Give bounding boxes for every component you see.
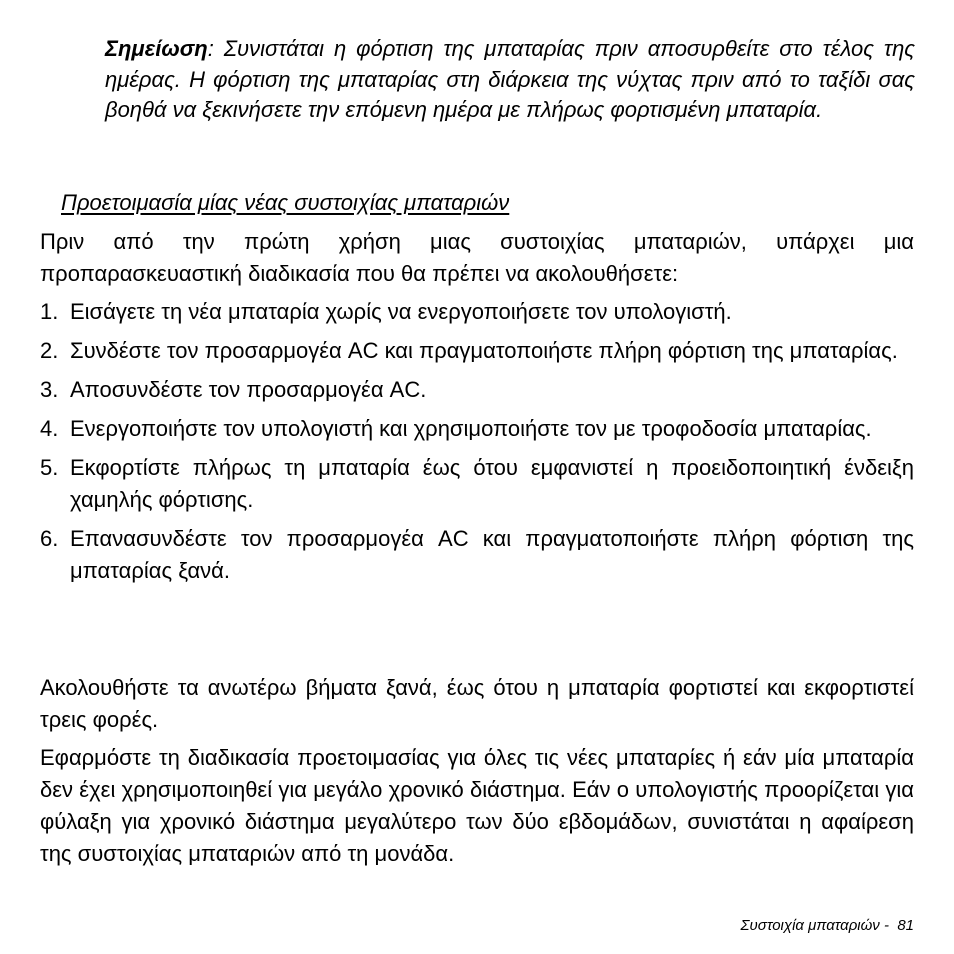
step-item [40,374,914,406]
step-item [40,296,914,328]
note-label: Σημείωση [105,36,208,61]
step-number: 4. [40,416,59,441]
steps-list [40,296,914,594]
note-text: : Συνιστάται η φόρτιση της μπαταρίας πριν αποσυρθείτε στο τέλος της ημέρας. Η φόρτιση της μπαταρίας στη διάρκεια της νύχτας πριν από το ταξίδι σας βοηθά να ξεκινήσετε την επόμενη ημέρα με πλήρως φορτισμένη μπαταρία. [105,36,915,122]
step-item [40,452,914,516]
footer-chapter: Συστοιχία μπαταριών - [740,917,889,934]
step-number: 3. [40,377,59,402]
step-text: Συνδέστε τον προσαρμογέα AC και πραγματοποιήστε πλήρη φόρτιση της μπαταρίας. [70,338,898,363]
note-paragraph [105,34,915,126]
step-text: Εκφορτίστε πλήρως τη μπαταρία έως ότου εμφανιστεί η προειδοποιητική ένδειξη χαμηλής φόρτισης. [70,455,914,512]
section-heading: Προετοιμασία μίας νέας συστοιχίας μπαταριών [61,190,510,215]
step-item [40,335,914,367]
page-footer [741,917,914,934]
step-item [40,413,914,445]
step-text: Ενεργοποιήστε τον υπολογιστή και χρησιμοποιήστε τον με τροφοδοσία μπαταρίας. [70,416,872,441]
step-number: 2. [40,338,59,363]
step-number: 5. [40,455,59,480]
step-number: 6. [40,526,59,551]
step-number: 1. [40,299,59,324]
paragraph-conditioning: Εφαρμόστε τη διαδικασία προετοιμασίας για όλες τις νέες μπαταρίες ή εάν μία μπαταρία δεν έχει χρησιμοποιηθεί για μεγάλο χρονικό διάστημα. Εάν ο υπολογιστής προορίζεται για φύλαξη για χρονικό διάστημα μεγαλύτερο των δύο εβδομάδων, συνιστάται η αφαίρεση της συστοιχίας μπαταριών από τη μονάδα. [40,745,914,866]
step-text: Αποσυνδέστε τον προσαρμογέα AC. [70,377,427,402]
step-text: Επανασυνδέστε τον προσαρμογέα AC και πραγματοποιήστε πλήρη φόρτιση της μπαταρίας ξανά. [70,526,914,583]
step-item [40,523,914,587]
intro-paragraph: Πριν από την πρώτη χρήση μιας συστοιχίας μπαταριών, υπάρχει μια προπαρασκευαστική διαδικασία που θα πρέπει να ακολουθήσετε: [40,229,914,286]
step-text: Εισάγετε τη νέα μπαταρία χωρίς να ενεργοποιήσετε τον υπολογιστή. [70,299,732,324]
paragraph-repeat-steps: Ακολουθήστε τα ανωτέρω βήματα ξανά, έως ότου η μπαταρία φορτιστεί και εκφορτιστεί τρεις φορές. [40,675,914,732]
page-number: 81 [897,917,914,934]
